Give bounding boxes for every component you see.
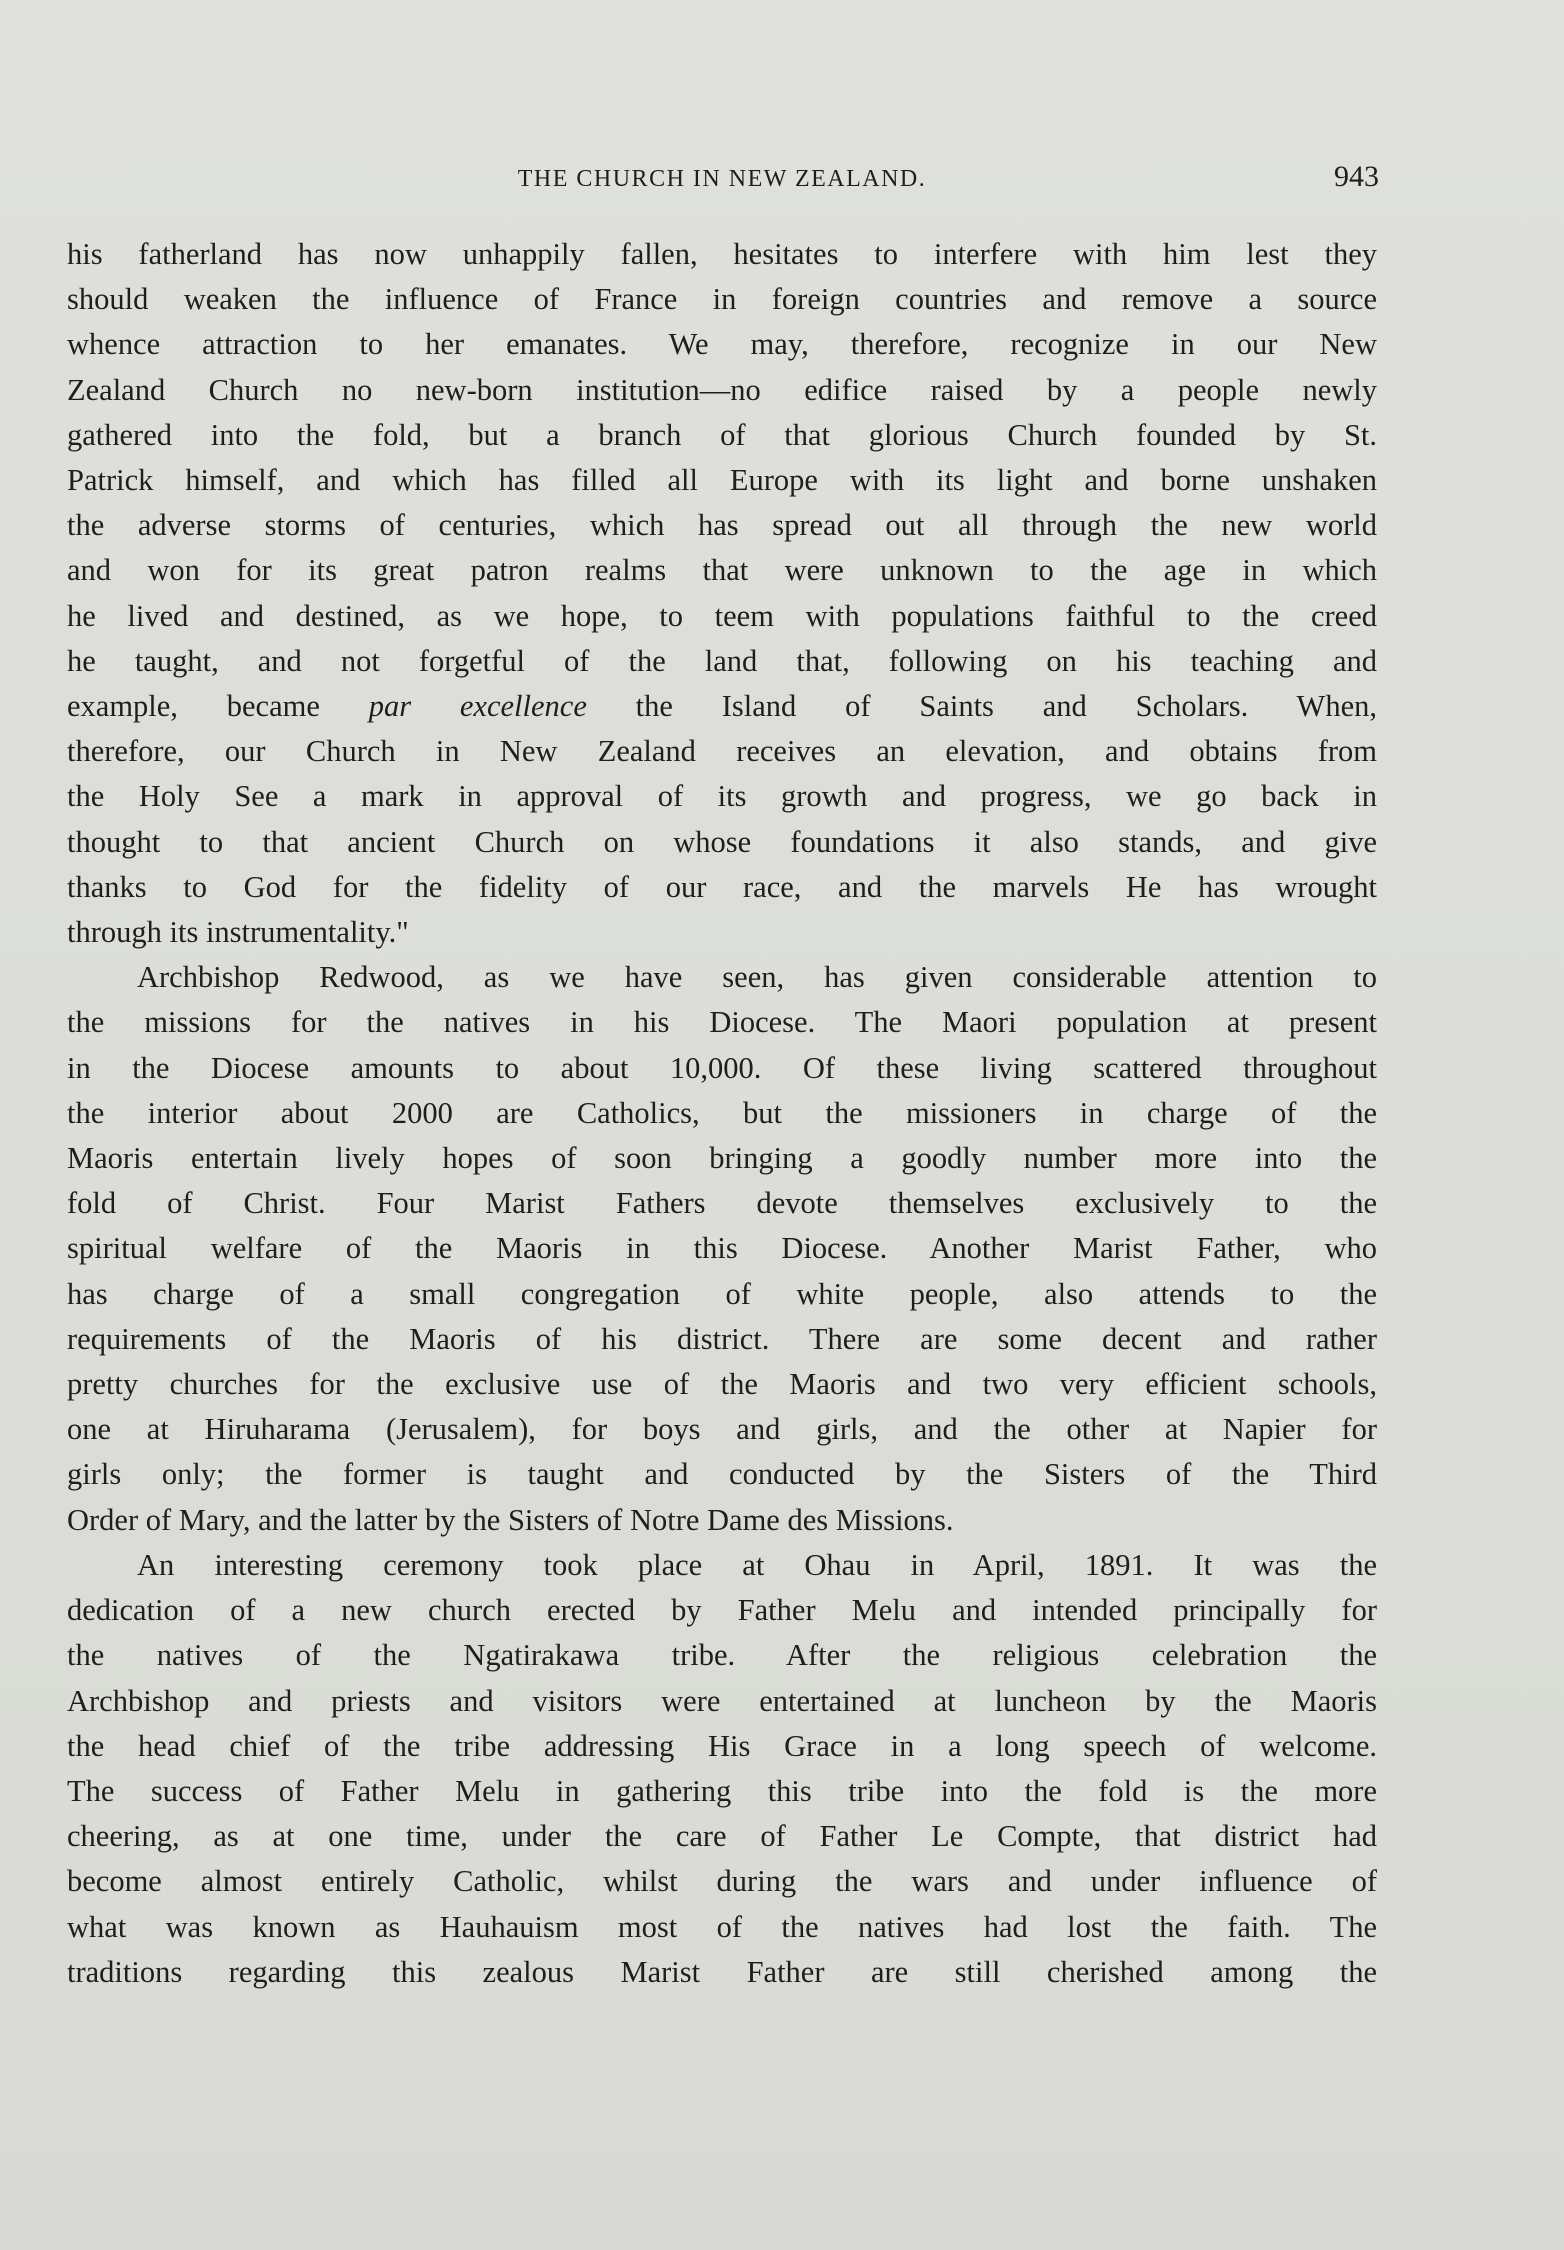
text-line	[67, 368, 1377, 413]
text-segment: one at Hiruharama (Jerusalem), for boys and girls, and the other at Napier for	[67, 1412, 1377, 1447]
text-line	[67, 232, 1377, 277]
text-line	[67, 1859, 1377, 1904]
text-segment: gathered into the fold, but a branch of that glorious Church founded by St.	[67, 417, 1377, 452]
text-line	[67, 277, 1377, 322]
text-line	[67, 1724, 1377, 1769]
text-segment: the head chief of the tribe addressing His Grace in a long speech of welcome.	[67, 1728, 1377, 1763]
text-line	[67, 548, 1377, 593]
text-line	[67, 820, 1377, 865]
text-segment: has charge of a small congregation of white people, also attends to the	[67, 1276, 1377, 1311]
text-segment: his fatherland has now unhappily fallen, hesitates to interfere with him lest they	[67, 237, 1377, 271]
text-segment: requirements of the Maoris of his district. There are some decent and rather	[67, 1321, 1377, 1356]
text-line	[67, 1272, 1377, 1317]
text-segment: through its instrumentality."	[67, 915, 409, 950]
text-segment: he taught, and not forgetful of the land that, following on his teaching and	[67, 643, 1377, 678]
text-segment: become almost entirely Catholic, whilst during the wars and under influence of	[67, 1864, 1377, 1899]
text-line	[67, 458, 1377, 503]
text-line	[67, 1633, 1377, 1678]
text-line	[67, 1362, 1377, 1407]
text-segment: example, became	[67, 689, 369, 724]
text-line	[67, 1091, 1377, 1136]
text-line	[67, 639, 1377, 684]
text-segment: Maoris entertain lively hopes of soon bringing a goodly number more into the	[67, 1141, 1377, 1176]
page-number: 943	[1334, 160, 1379, 193]
text-segment: The success of Father Melu in gathering this tribe into the fold is the more	[67, 1773, 1377, 1808]
text-segment: the Island of Saints and Scholars. When,	[586, 689, 1377, 724]
text-segment: Patrick himself, and which has filled all Europe with its light and borne unshaken	[67, 463, 1377, 498]
text-segment: girls only; the former is taught and conducted by the Sisters of the Third	[67, 1457, 1377, 1492]
text-segment: the interior about 2000 are Catholics, but the missioners in charge of the	[67, 1095, 1377, 1130]
text-segment: he lived and destined, as we hope, to teem with populations faithful to the creed	[67, 598, 1377, 633]
text-line	[67, 322, 1377, 367]
text-segment: spiritual welfare of the Maoris in this Diocese. Another Marist Father, who	[67, 1231, 1377, 1266]
text-segment: the adverse storms of centuries, which has spread out all through the new world	[67, 508, 1377, 543]
text-segment: Order of Mary, and the latter by the Sisters of Notre Dame des Missions.	[67, 1502, 954, 1537]
text-line	[67, 684, 1377, 729]
text-segment: the missions for the natives in his Diocese. The Maori population at present	[67, 1005, 1377, 1040]
text-line	[67, 865, 1377, 910]
text-segment: therefore, our Church in New Zealand receives an elevation, and obtains from	[67, 734, 1377, 769]
text-segment: the Holy See a mark in approval of its growth and progress, we go back in	[67, 779, 1377, 814]
text-line	[67, 1679, 1377, 1724]
text-segment: Zealand Church no new-born institution—no edifice raised by a people newly	[67, 372, 1377, 407]
body-text	[67, 232, 1377, 1995]
text-segment: Archbishop Redwood, as we have seen, has given considerable attention to	[137, 960, 1377, 995]
text-segment: thought to that ancient Church on whose foundations it also stands, and give	[67, 824, 1377, 859]
text-segment: dedication of a new church erected by Father Melu and intended principally for	[67, 1593, 1377, 1628]
text-line	[67, 1543, 1377, 1588]
text-line	[67, 1769, 1377, 1814]
italic-text: par excellence	[368, 689, 587, 724]
text-segment: pretty churches for the exclusive use of the Maoris and two very efficient schools,	[67, 1367, 1377, 1402]
running-title: THE CHURCH IN NEW ZEALAND.	[517, 166, 927, 192]
text-segment: cheering, as at one time, under the care of Father Le Compte, that district had	[67, 1819, 1377, 1854]
text-segment: Archbishop and priests and visitors were entertained at luncheon by the Maoris	[67, 1683, 1377, 1718]
text-line	[67, 503, 1377, 548]
running-head	[67, 160, 1377, 208]
text-line	[67, 1000, 1377, 1045]
text-segment: in the Diocese amounts to about 10,000. Of these living scattered throughout	[67, 1050, 1377, 1085]
text-line	[67, 1136, 1377, 1181]
text-line	[67, 1452, 1377, 1497]
paragraph	[67, 955, 1377, 1543]
text-line	[67, 1226, 1377, 1271]
text-line	[67, 1498, 1377, 1543]
text-line	[67, 1905, 1377, 1950]
text-line	[67, 1046, 1377, 1091]
text-line	[67, 1317, 1377, 1362]
text-segment: and won for its great patron realms that were unknown to the age in which	[67, 553, 1377, 588]
text-line	[67, 1588, 1377, 1633]
text-segment: the natives of the Ngatirakawa tribe. After the religious celebration the	[67, 1638, 1377, 1673]
paragraph	[67, 232, 1377, 955]
text-line	[67, 1950, 1377, 1995]
text-line	[67, 1407, 1377, 1452]
text-line	[67, 413, 1377, 458]
text-line	[67, 774, 1377, 819]
text-segment: thanks to God for the fidelity of our race, and the marvels He has wrought	[67, 869, 1377, 904]
text-line	[67, 729, 1377, 774]
paragraph	[67, 1543, 1377, 1995]
text-segment: should weaken the influence of France in foreign countries and remove a source	[67, 282, 1377, 317]
text-segment: An interesting ceremony took place at Ohau in April, 1891. It was the	[137, 1547, 1377, 1582]
text-line	[67, 955, 1377, 1000]
text-line	[67, 1814, 1377, 1859]
text-segment: traditions regarding this zealous Marist Father are still cherished among the	[67, 1954, 1377, 1989]
text-segment: what was known as Hauhauism most of the natives had lost the faith. The	[67, 1909, 1377, 1944]
text-segment: fold of Christ. Four Marist Fathers devote themselves exclusively to the	[67, 1186, 1377, 1221]
text-segment: whence attraction to her emanates. We may, therefore, recognize in our New	[67, 327, 1377, 362]
text-line	[67, 910, 1377, 955]
text-line	[67, 594, 1377, 639]
text-line	[67, 1181, 1377, 1226]
